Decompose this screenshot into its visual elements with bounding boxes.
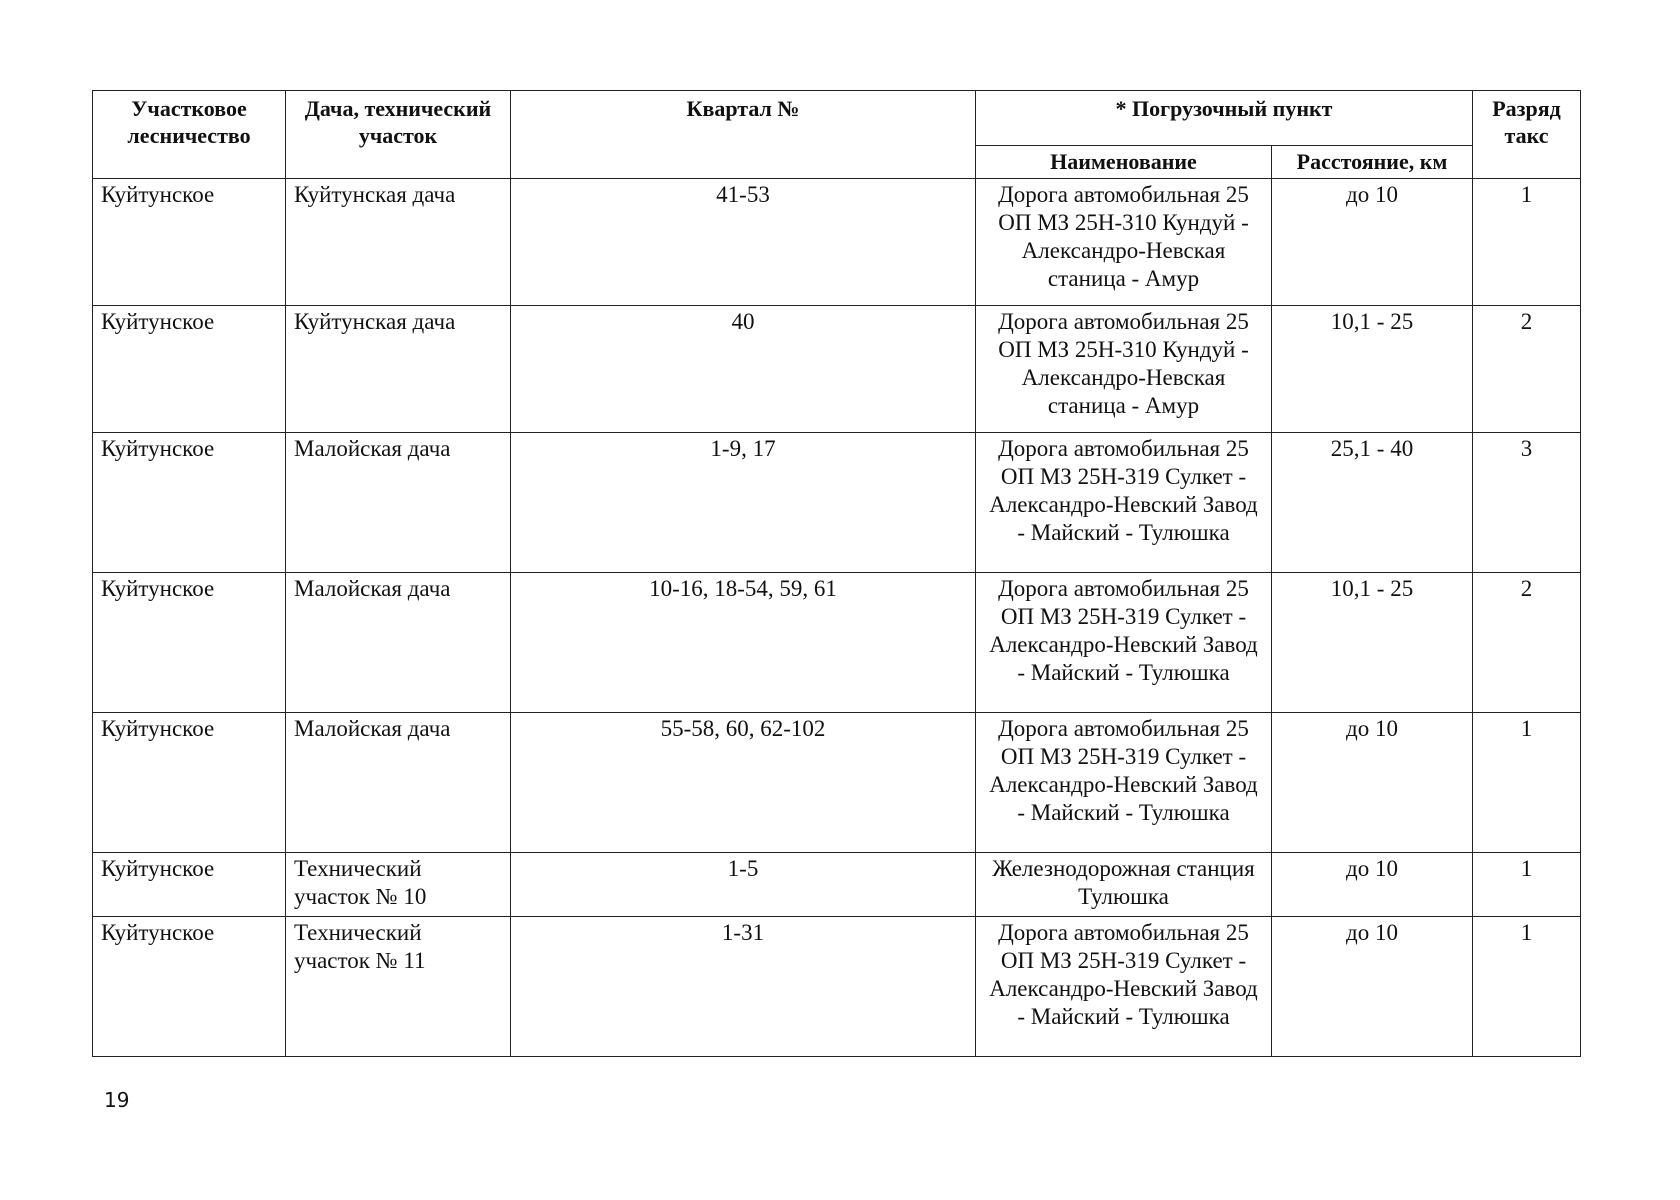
cell-name: Дорога автомобильная 25 ОП МЗ 25Н-310 Кундуй - Александро-Невская станица - Амур bbox=[976, 179, 1272, 306]
cell-quarter: 1-5 bbox=[511, 853, 976, 917]
cell-distance: 25,1 - 40 bbox=[1272, 433, 1473, 573]
cell-rank: 1 bbox=[1473, 917, 1581, 1057]
cell-distance: до 10 bbox=[1272, 179, 1473, 306]
cell-rank: 1 bbox=[1473, 853, 1581, 917]
cell-name: Дорога автомобильная 25 ОП МЗ 25Н-319 Сулкет - Александро-Невский Завод - Майский - Тулюшка bbox=[976, 917, 1272, 1057]
cell-rank: 3 bbox=[1473, 433, 1581, 573]
cell-forestry: Куйтунское bbox=[93, 433, 286, 573]
header-name: Наименование bbox=[976, 146, 1272, 179]
table-row bbox=[93, 573, 1581, 713]
table-row bbox=[93, 713, 1581, 853]
cell-distance: 10,1 - 25 bbox=[1272, 573, 1473, 713]
loading-points-table bbox=[92, 90, 1581, 1057]
cell-forestry: Куйтунское bbox=[93, 179, 286, 306]
table-row bbox=[93, 433, 1581, 573]
cell-forestry: Куйтунское bbox=[93, 306, 286, 433]
cell-distance: 10,1 - 25 bbox=[1272, 306, 1473, 433]
header-loading-point: * Погрузочный пункт bbox=[976, 91, 1473, 146]
cell-dacha: Малойская дача bbox=[286, 433, 511, 573]
cell-distance: до 10 bbox=[1272, 917, 1473, 1057]
cell-dacha: Малойская дача bbox=[286, 573, 511, 713]
cell-distance: до 10 bbox=[1272, 853, 1473, 917]
table-header-row bbox=[93, 91, 1581, 146]
cell-name: Дорога автомобильная 25 ОП МЗ 25Н-319 Сулкет - Александро-Невский Завод - Майский - Тулюшка bbox=[976, 573, 1272, 713]
cell-dacha: Куйтунская дача bbox=[286, 179, 511, 306]
cell-name: Железнодорожная станция Тулюшка bbox=[976, 853, 1272, 917]
cell-rank: 1 bbox=[1473, 179, 1581, 306]
cell-quarter: 55-58, 60, 62-102 bbox=[511, 713, 976, 853]
table-row bbox=[93, 306, 1581, 433]
cell-quarter: 1-31 bbox=[511, 917, 976, 1057]
header-rank: Разряд такс bbox=[1473, 91, 1581, 179]
cell-name: Дорога автомобильная 25 ОП МЗ 25Н-310 Кундуй - Александро-Невская станица - Амур bbox=[976, 306, 1272, 433]
cell-name: Дорога автомобильная 25 ОП МЗ 25Н-319 Сулкет - Александро-Невский Завод - Майский - Тулюшка bbox=[976, 713, 1272, 853]
cell-dacha: Куйтунская дача bbox=[286, 306, 511, 433]
cell-forestry: Куйтунское bbox=[93, 573, 286, 713]
header-distance: Расстояние, км bbox=[1272, 146, 1473, 179]
cell-forestry: Куйтунское bbox=[93, 853, 286, 917]
cell-rank: 2 bbox=[1473, 306, 1581, 433]
cell-distance: до 10 bbox=[1272, 713, 1473, 853]
cell-rank: 2 bbox=[1473, 573, 1581, 713]
header-forestry: Участковое лесничество bbox=[93, 91, 286, 179]
cell-dacha: Технический участок № 11 bbox=[286, 917, 511, 1057]
cell-rank: 1 bbox=[1473, 713, 1581, 853]
cell-quarter: 10-16, 18-54, 59, 61 bbox=[511, 573, 976, 713]
header-dacha: Дача, технический участок bbox=[286, 91, 511, 179]
cell-quarter: 40 bbox=[511, 306, 976, 433]
cell-dacha: Малойская дача bbox=[286, 713, 511, 853]
cell-dacha: Технический участок № 10 bbox=[286, 853, 511, 917]
table-row bbox=[93, 179, 1581, 306]
cell-quarter: 1-9, 17 bbox=[511, 433, 976, 573]
table-row bbox=[93, 917, 1581, 1057]
cell-forestry: Куйтунское bbox=[93, 713, 286, 853]
table-row bbox=[93, 853, 1581, 917]
cell-name: Дорога автомобильная 25 ОП МЗ 25Н-319 Сулкет - Александро-Невский Завод - Майский - Тулюшка bbox=[976, 433, 1272, 573]
cell-forestry: Куйтунское bbox=[93, 917, 286, 1057]
header-quarter: Квартал № bbox=[511, 91, 976, 179]
page-number: 19 bbox=[104, 1088, 130, 1112]
cell-quarter: 41-53 bbox=[511, 179, 976, 306]
